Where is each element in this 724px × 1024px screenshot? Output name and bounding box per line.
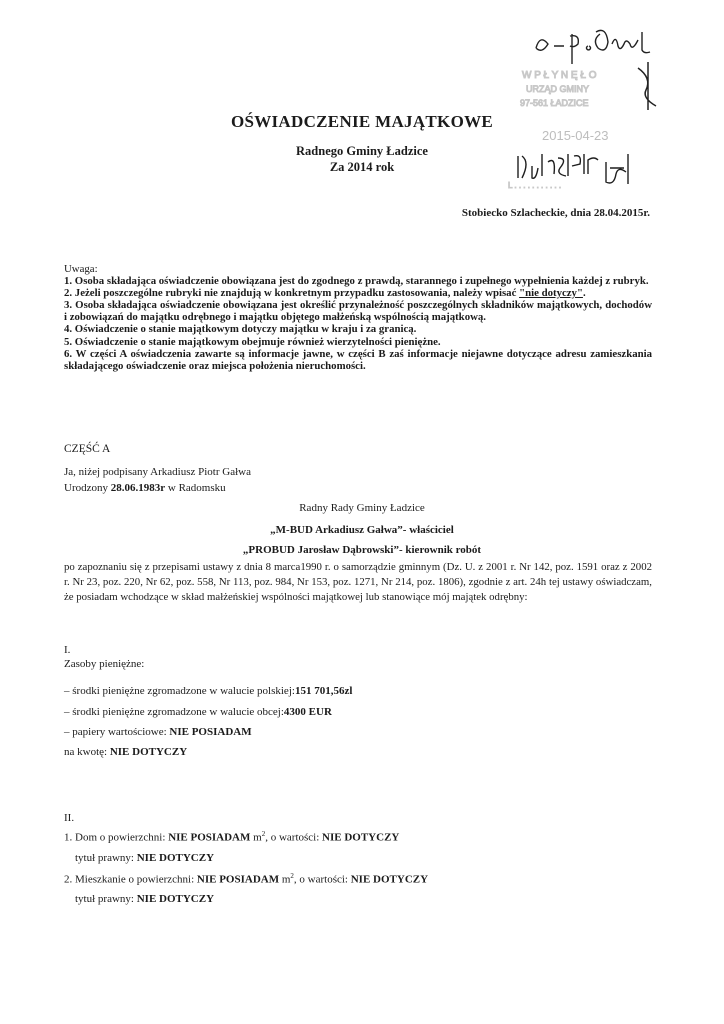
note-3: 3. Osoba składająca oświadczenie obowiązana jest określić przynależność poszczególnych składników majątkowych, dochodów i zobowiązań do majątku odrębnego i majątku objętego małżeńską wspólnością majątkową. [64,299,652,324]
flat-line [64,872,428,886]
note-1: 1. Osoba składająca oświadczenie obowiązana jest do zgodnego z prawdą, starannego i zupełnego wypełnienia każdej z rubryk. [64,275,649,288]
role-councillor: Radny Rady Gminy Ładzice [299,502,425,514]
role-mbud: „M-BUD Arkadiusz Gałwa”- właściciel [270,524,454,536]
note-2-end: . [582,287,586,300]
section-i-heading: Zasoby pieniężne: [64,658,145,670]
svg-text:URZĄD GMINY: URZĄD GMINY [526,84,589,94]
part-a-heading: CZĘŚĆ A [64,443,111,455]
note-6: 6. W części A oświadczenia zawarte są informacje jawne, w części B zaś informacje niejawne dotyczące adresu zamieszkania składającego oświadczenie oraz miejsca położenia nieruchomości. [64,347,652,372]
svg-text:97-561 ŁADZICE: 97-561 ŁADZICE [520,98,589,108]
amount-label: na kwotę: [64,746,110,758]
signed-name: Arkadiusz Piotr Gałwa [150,466,251,478]
flat-label: 2. Mieszkanie o powierzchni: [64,873,197,886]
notes-section [64,263,652,372]
born-date: 28.06.1983r [110,482,166,494]
notes-heading: Uwaga: [64,263,98,275]
house-title-label: tytuł prawny: [75,852,137,864]
house-unit-sup: 2 [261,830,266,838]
amount-line [64,746,187,758]
note-2-text: 2. Jeżeli poszczególne rubryki nie znajdują w konkretnym przypadku zastosowania, należy wpisać [64,287,520,300]
house-title-value: NIE DOTYCZY [136,852,215,864]
flat-title-value: NIE DOTYCZY [136,893,215,905]
note-4: 4. Oświadczenie o stanie majątkowym dotyczy majątku w kraju i za granicą. [64,323,417,336]
foreign-funds-value: 4300 EUR [283,706,332,718]
role-probud: „PROBUD Jarosław Dąbrowski”- kierownik robót [242,544,482,556]
house-worth-label: , o wartości: [265,831,323,844]
house-line [64,830,399,844]
born-line [64,482,226,494]
place-date: Stobiecko Szlacheckie, dnia 28.04.2015r. [461,207,650,219]
flat-unit: m [279,873,291,886]
house-area-value: NIE POSIADAM [168,831,251,844]
securities-value: NIE POSIADAM [169,726,252,738]
section-i-number: I. [64,644,71,656]
subtitle-year: Za 2014 rok [329,160,395,174]
flat-title-label: tytuł prawny: [75,893,137,905]
signed-label: Ja, niżej podpisany [64,466,151,478]
signed-line [64,466,251,478]
flat-area-value: NIE POSIADAM [196,873,280,886]
flat-worth-value: NIE DOTYCZY [350,873,429,886]
house-label: 1. Dom o powierzchni: [64,831,169,844]
foreign-funds-line [64,706,332,718]
house-title-line [75,852,214,864]
svg-text:W P Ł Y N Ę Ł O: W P Ł Y N Ę Ł O [522,70,597,81]
section-ii-number: II. [64,812,75,824]
note-2 [64,287,652,299]
document-title: OŚWIADCZENIE MAJĄTKOWE [230,112,494,131]
stamp-date: 2015-04-23 [542,128,609,143]
svg-text:L . . . . . . . . . . .: L . . . . . . . . . . . [508,181,562,190]
amount-value: NIE DOTYCZY [109,746,188,758]
house-unit: m [250,831,262,844]
born-label: Urodzony [64,482,111,494]
note-2-underlined: "nie dotyczy" [519,287,583,300]
subtitle-councillor: Radnego Gminy Ładzice [296,144,428,158]
statement-paragraph: po zapoznaniu się z przepisami ustawy z dnia 8 marca1990 r. o samorządzie gminnym (Dz. U. z 2001 r. Nr 142, poz. 1591 oraz z 2002 r. Nr 23, poz. 220, Nr 62, poz. 558, Nr 113, poz. 984, Nr 153, poz. 1271, Nr 214, poz. 1806), zgodnie z art. 24h tej ustawy oświadczam, że posiadam wchodzące w skład małżeńskiej wspólności majątkowej lub stanowiące mój majątek odrębny: [64,561,652,603]
house-worth-value: NIE DOTYCZY [322,831,400,844]
securities-label: – papiery wartościowe: [64,726,170,738]
born-place: w Radomsku [165,482,226,494]
pln-funds-value: 151 701,56zl [294,685,353,697]
pln-funds-label: – środki pieniężne zgromadzone w walucie polskiej: [64,685,295,697]
note-5: 5. Oświadczenie o stanie majątkowym obejmuje również wierzytelności pieniężne. [64,335,441,348]
foreign-funds-label: – środki pieniężne zgromadzone w walucie obcej: [64,706,284,718]
flat-unit-sup: 2 [290,872,294,880]
flat-worth-label: , o wartości: [293,873,351,886]
securities-line [64,726,252,738]
flat-title-line [75,893,214,905]
pln-funds-line [64,685,352,697]
handwritten-annotation [530,18,690,68]
